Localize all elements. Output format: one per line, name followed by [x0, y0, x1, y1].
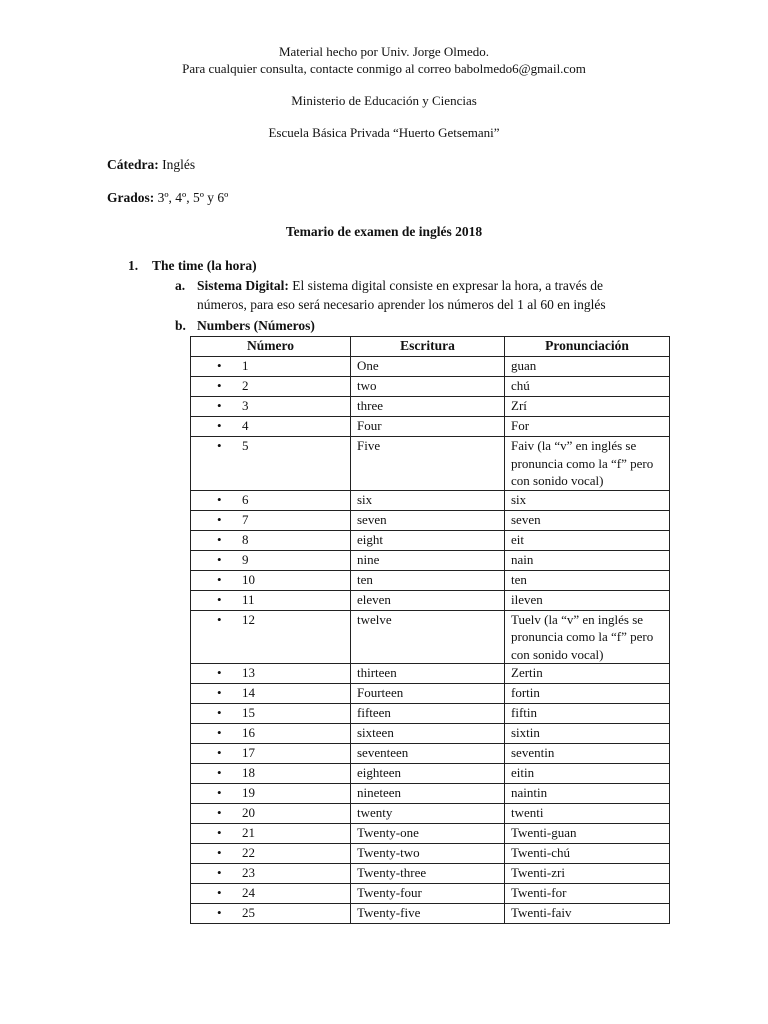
- table-row: [191, 550, 670, 570]
- pronunciacion-cell: For: [505, 417, 670, 437]
- pronunciacion-cell: Zrí: [505, 397, 670, 417]
- table-header-row: [191, 337, 670, 357]
- catedra-label: Cátedra:: [107, 157, 159, 172]
- table-row: [191, 784, 670, 804]
- contact-line: Para cualquier consulta, contacte conmigo al correo babolmedo6@gmail.com: [182, 61, 586, 76]
- pronunciacion-cell: eit: [505, 530, 670, 550]
- table-row: [191, 704, 670, 724]
- pronunciacion-cell: naintin: [505, 784, 670, 804]
- section-1: [128, 256, 257, 275]
- table-row: [191, 864, 670, 884]
- grados-line: [107, 190, 228, 206]
- table-row: [191, 664, 670, 684]
- pronunciacion-cell: guan: [505, 357, 670, 377]
- table-row: [191, 884, 670, 904]
- escritura-cell: two: [351, 377, 505, 397]
- catedra-line: [107, 157, 195, 173]
- escritura-cell: twelve: [351, 610, 505, 664]
- ministry-line: Ministerio de Educación y Ciencias: [291, 93, 477, 108]
- grados-value: 3º, 4º, 5º y 6º: [154, 190, 229, 205]
- escritura-cell: Twenty-five: [351, 904, 505, 924]
- number-value: 5: [242, 438, 249, 453]
- number-cell: [191, 904, 351, 924]
- number-value: 13: [242, 665, 255, 680]
- number-cell: [191, 570, 351, 590]
- number-cell: [191, 684, 351, 704]
- number-cell: [191, 357, 351, 377]
- number-value: 4: [242, 418, 249, 433]
- table-row: [191, 397, 670, 417]
- header-escritura: Escritura: [351, 337, 505, 357]
- number-cell: [191, 824, 351, 844]
- bullet-icon: •: [217, 905, 222, 920]
- escritura-cell: One: [351, 357, 505, 377]
- number-cell: [191, 490, 351, 510]
- table-row: [191, 610, 670, 664]
- bullet-icon: •: [217, 611, 222, 627]
- bullet-icon: •: [217, 571, 222, 587]
- escritura-cell: Twenty-one: [351, 824, 505, 844]
- bullet-icon: •: [217, 418, 222, 433]
- bullet-icon: •: [217, 358, 222, 373]
- pronunciacion-cell: chú: [505, 377, 670, 397]
- number-cell: [191, 704, 351, 724]
- number-cell: [191, 510, 351, 530]
- bullet-icon: •: [217, 885, 222, 900]
- bullet-icon: •: [217, 685, 222, 700]
- table-row: [191, 437, 670, 491]
- pronunciacion-cell: fortin: [505, 684, 670, 704]
- item-a-label: Sistema Digital:: [197, 278, 289, 293]
- number-value: 10: [242, 571, 255, 587]
- escritura-cell: thirteen: [351, 664, 505, 684]
- pronunciacion-cell: seven: [505, 510, 670, 530]
- number-value: 1: [242, 358, 249, 373]
- number-cell: [191, 417, 351, 437]
- bullet-icon: •: [217, 725, 222, 740]
- number-cell: [191, 530, 351, 550]
- number-cell: [191, 844, 351, 864]
- item-a-text-1: El sistema digital consiste en expresar la hora, a través de: [288, 278, 604, 293]
- escritura-cell: fifteen: [351, 704, 505, 724]
- item-a: [175, 276, 603, 295]
- table-row: [191, 590, 670, 610]
- table-row: [191, 824, 670, 844]
- escritura-cell: eight: [351, 530, 505, 550]
- item-b: [175, 316, 315, 335]
- number-cell: [191, 744, 351, 764]
- pronunciacion-cell: Twenti-zri: [505, 864, 670, 884]
- pronunciacion-cell: six: [505, 490, 670, 510]
- pronunciacion-cell: Zertin: [505, 664, 670, 684]
- number-value: 16: [242, 725, 255, 740]
- author-line: Material hecho por Univ. Jorge Olmedo.: [278, 44, 490, 59]
- escritura-cell: sixteen: [351, 724, 505, 744]
- table-row: [191, 764, 670, 784]
- number-cell: [191, 784, 351, 804]
- table-row: [191, 417, 670, 437]
- bullet-icon: •: [217, 765, 222, 780]
- number-cell: [191, 764, 351, 784]
- escritura-cell: Fourteen: [351, 684, 505, 704]
- table-row: [191, 377, 670, 397]
- number-value: 22: [242, 845, 255, 860]
- number-cell: [191, 397, 351, 417]
- grados-label: Grados:: [107, 190, 155, 205]
- escritura-cell: eleven: [351, 590, 505, 610]
- number-value: 19: [242, 785, 255, 800]
- number-cell: [191, 590, 351, 610]
- number-cell: [191, 437, 351, 491]
- number-value: 20: [242, 805, 255, 820]
- pronunciacion-cell: Twenti-chú: [505, 844, 670, 864]
- bullet-icon: •: [217, 511, 222, 527]
- number-value: 17: [242, 745, 255, 760]
- table-row: [191, 684, 670, 704]
- number-value: 9: [242, 551, 249, 567]
- pronunciacion-cell: Tuelv (la “v” en inglés se pronuncia como la “f” pero con sonido vocal): [505, 610, 670, 664]
- exam-title: Temario de examen de inglés 2018: [285, 224, 483, 239]
- bullet-icon: •: [217, 785, 222, 800]
- number-cell: [191, 724, 351, 744]
- table-row: [191, 357, 670, 377]
- escritura-cell: twenty: [351, 804, 505, 824]
- item-b-label: Numbers (Números): [197, 318, 315, 333]
- school-line: Escuela Básica Privada “Huerto Getsemani”: [268, 125, 500, 140]
- escritura-cell: Twenty-four: [351, 884, 505, 904]
- number-value: 11: [242, 591, 255, 607]
- table-row: [191, 530, 670, 550]
- table-row: [191, 510, 670, 530]
- pronunciacion-cell: eitin: [505, 764, 670, 784]
- pronunciacion-cell: twenti: [505, 804, 670, 824]
- number-value: 24: [242, 885, 255, 900]
- bullet-icon: •: [217, 491, 222, 507]
- bullet-icon: •: [217, 591, 222, 607]
- bullet-icon: •: [217, 378, 222, 393]
- table-row: [191, 904, 670, 924]
- number-cell: [191, 550, 351, 570]
- bullet-icon: •: [217, 438, 222, 453]
- number-value: 12: [242, 611, 255, 627]
- bullet-icon: •: [217, 551, 222, 567]
- number-value: 15: [242, 705, 255, 720]
- header-pronunciacion: Pronunciación: [505, 337, 670, 357]
- pronunciacion-cell: ten: [505, 570, 670, 590]
- number-value: 8: [242, 531, 249, 547]
- bullet-icon: •: [217, 805, 222, 820]
- pronunciacion-cell: fiftin: [505, 704, 670, 724]
- number-value: 3: [242, 398, 249, 413]
- pronunciacion-cell: seventin: [505, 744, 670, 764]
- table-row: [191, 724, 670, 744]
- number-value: 14: [242, 685, 255, 700]
- number-cell: [191, 664, 351, 684]
- number-value: 7: [242, 511, 249, 527]
- pronunciacion-cell: Twenti-for: [505, 884, 670, 904]
- number-cell: [191, 377, 351, 397]
- number-cell: [191, 884, 351, 904]
- pronunciacion-cell: Twenti-guan: [505, 824, 670, 844]
- escritura-cell: Four: [351, 417, 505, 437]
- escritura-cell: seven: [351, 510, 505, 530]
- section-1-number: 1.: [128, 258, 139, 273]
- item-a-letter: a.: [175, 278, 186, 293]
- table-row: [191, 570, 670, 590]
- escritura-cell: six: [351, 490, 505, 510]
- bullet-icon: •: [217, 845, 222, 860]
- bullet-icon: •: [217, 705, 222, 720]
- bullet-icon: •: [217, 745, 222, 760]
- escritura-cell: eighteen: [351, 764, 505, 784]
- pronunciacion-cell: nain: [505, 550, 670, 570]
- escritura-cell: Twenty-two: [351, 844, 505, 864]
- bullet-icon: •: [217, 398, 222, 413]
- number-value: 21: [242, 825, 255, 840]
- catedra-value: Inglés: [158, 157, 196, 172]
- escritura-cell: three: [351, 397, 505, 417]
- table-row: [191, 744, 670, 764]
- section-1-title: The time (la hora): [152, 258, 257, 273]
- pronunciacion-cell: ileven: [505, 590, 670, 610]
- number-value: 18: [242, 765, 255, 780]
- escritura-cell: ten: [351, 570, 505, 590]
- table-row: [191, 490, 670, 510]
- pronunciacion-cell: Twenti-faiv: [505, 904, 670, 924]
- table-row: [191, 844, 670, 864]
- number-value: 23: [242, 865, 255, 880]
- header-numero: Número: [191, 337, 351, 357]
- number-value: 6: [242, 491, 249, 507]
- escritura-cell: Twenty-three: [351, 864, 505, 884]
- escritura-cell: nineteen: [351, 784, 505, 804]
- number-cell: [191, 804, 351, 824]
- bullet-icon: •: [217, 865, 222, 880]
- pronunciacion-cell: Faiv (la “v” en inglés se pronuncia como la “f” pero con sonido vocal): [505, 437, 670, 491]
- table-row: [191, 804, 670, 824]
- number-value: 25: [242, 905, 255, 920]
- bullet-icon: •: [217, 665, 222, 680]
- item-a-text-2: números, para eso será necesario aprender los números del 1 al 60 en inglés: [197, 297, 606, 312]
- escritura-cell: nine: [351, 550, 505, 570]
- bullet-icon: •: [217, 531, 222, 547]
- item-b-letter: b.: [175, 318, 186, 333]
- pronunciacion-cell: sixtin: [505, 724, 670, 744]
- bullet-icon: •: [217, 825, 222, 840]
- escritura-cell: Five: [351, 437, 505, 491]
- numbers-table: [190, 336, 670, 924]
- escritura-cell: seventeen: [351, 744, 505, 764]
- number-cell: [191, 864, 351, 884]
- table-body: [191, 357, 670, 924]
- number-cell: [191, 610, 351, 664]
- number-value: 2: [242, 378, 249, 393]
